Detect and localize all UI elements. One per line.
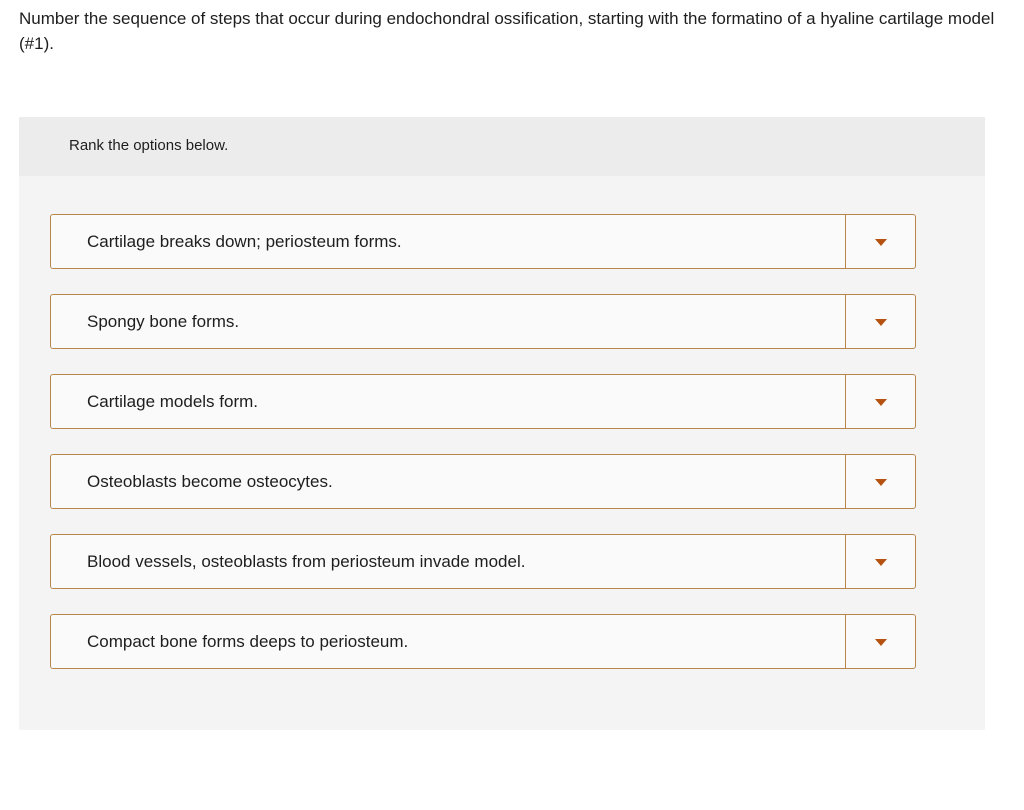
rank-dropdown-3[interactable] — [845, 375, 915, 428]
caret-down-icon — [875, 239, 887, 246]
rank-dropdown-2[interactable] — [845, 295, 915, 348]
panel-header — [19, 117, 985, 176]
option-label: Osteoblasts become osteocytes. — [87, 472, 333, 491]
caret-down-icon — [875, 479, 887, 486]
question-text: Number the sequence of steps that occur during endochondral ossification, starting with the formatino of a hyaline cartilage model (#1). — [19, 9, 995, 53]
option-label: Spongy bone forms. — [87, 312, 240, 331]
rank-option-6[interactable] — [50, 614, 916, 669]
option-label: Blood vessels, osteoblasts from periosteum invade model. — [87, 552, 526, 571]
rank-option-1[interactable] — [50, 214, 916, 269]
rank-option-2[interactable] — [50, 294, 916, 349]
ranking-panel — [19, 117, 985, 730]
rank-option-4[interactable] — [50, 454, 916, 509]
rank-dropdown-4[interactable] — [845, 455, 915, 508]
rank-dropdown-1[interactable] — [845, 215, 915, 268]
option-label: Cartilage models form. — [87, 392, 259, 411]
caret-down-icon — [875, 399, 887, 406]
rank-option-3[interactable] — [50, 374, 916, 429]
caret-down-icon — [875, 319, 887, 326]
rank-option-5[interactable] — [50, 534, 916, 589]
caret-down-icon — [875, 639, 887, 646]
instruction-text: Rank the options below. — [69, 137, 229, 154]
rank-dropdown-6[interactable] — [845, 615, 915, 668]
option-label: Compact bone forms deeps to periosteum. — [87, 632, 409, 651]
caret-down-icon — [875, 559, 887, 566]
rank-dropdown-5[interactable] — [845, 535, 915, 588]
option-label: Cartilage breaks down; periosteum forms. — [87, 232, 402, 251]
